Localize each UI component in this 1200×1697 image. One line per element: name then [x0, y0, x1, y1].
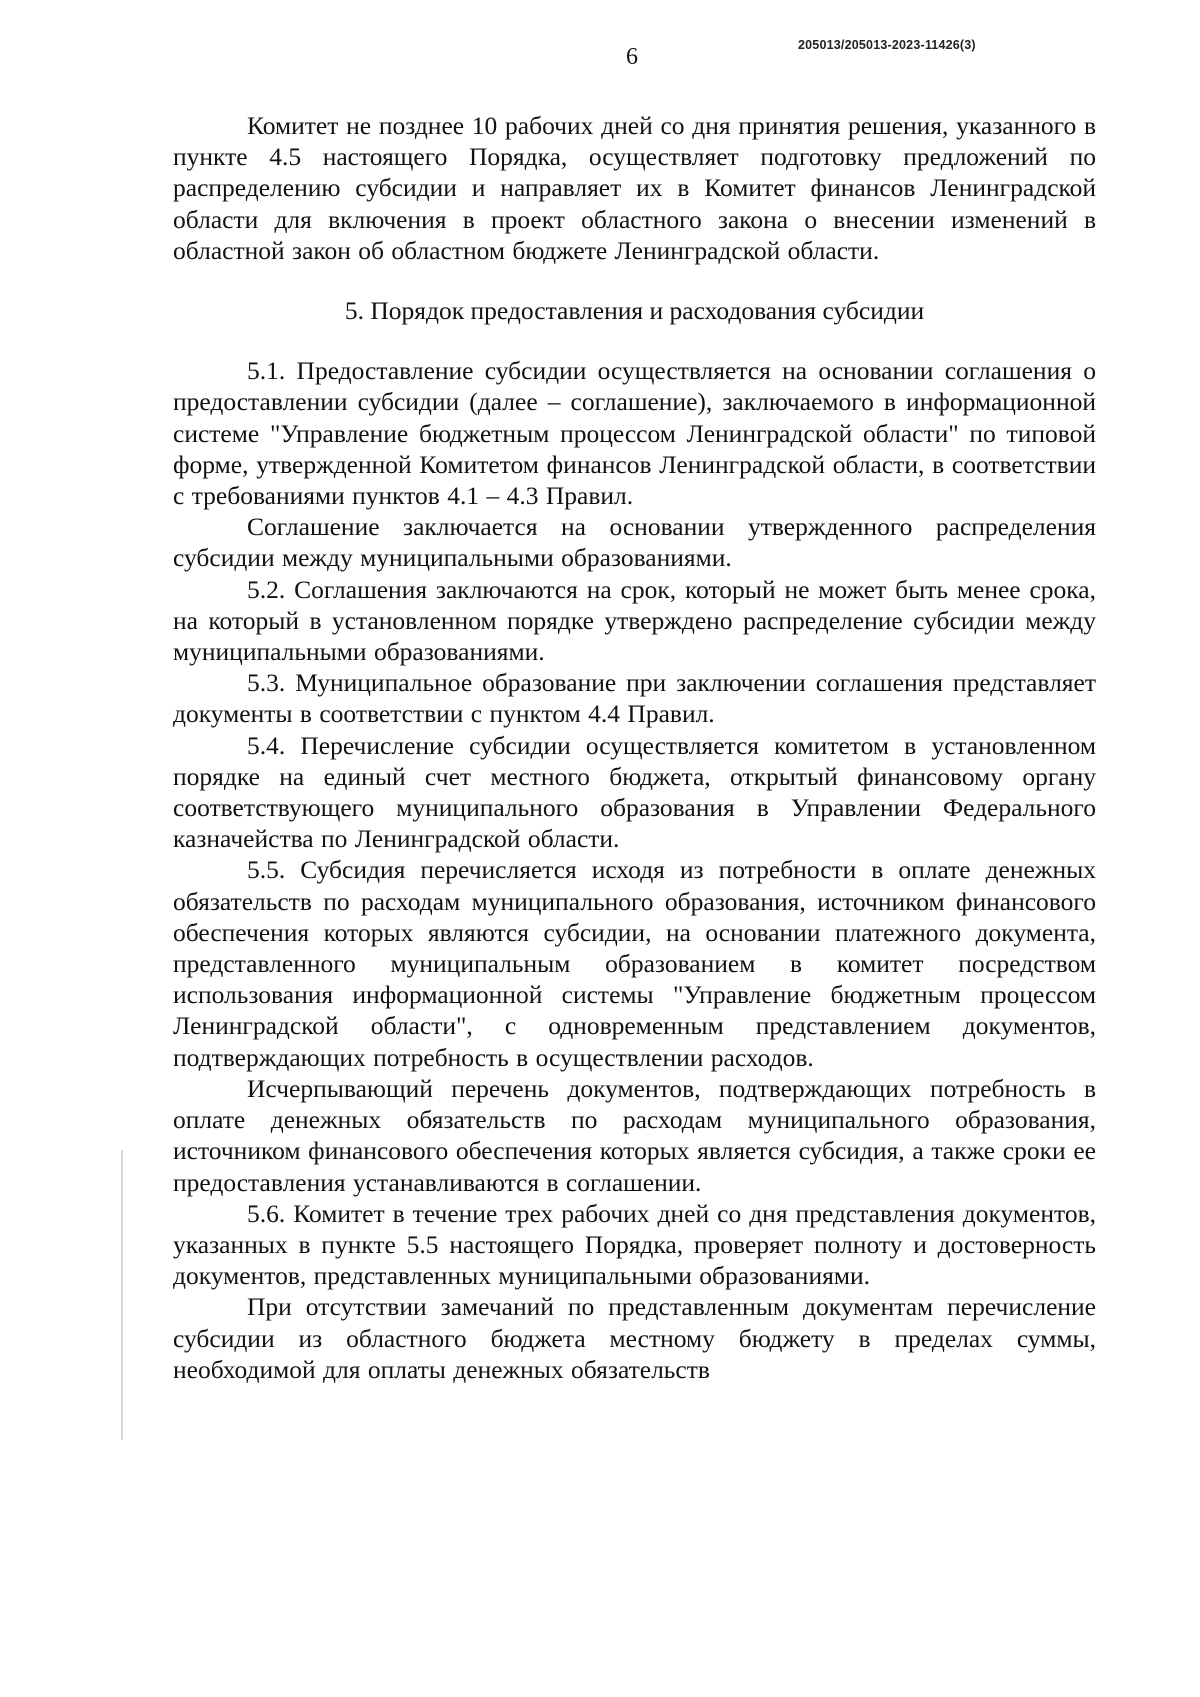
paragraph-5-6: 5.6. Комитет в течение трех рабочих дней со дня представления документов, указанных в пункте 5.5 настоящего Порядка, проверяет полноту и достоверность документов, представленных муниципальными образованиями.	[173, 1198, 1096, 1291]
paragraph-5-5: 5.5. Субсидия перечисляется исходя из потребности в оплате денежных обязательств по расходам муниципального образования, источником финансового обеспечения которых являются субсидии, на основании платежного документа, представленного муниципальным образованием в комитет посредством использования информационной системы "Управление бюджетным процессом Ленинградской области", с одновременным представлением документов, подтверждающих потребность в осуществлении расходов.	[173, 855, 1096, 1072]
paragraph-5-3: 5.3. Муниципальное образование при заключении соглашения представляет документы в соответствии с пунктом 4.4 Правил.	[173, 668, 1096, 729]
document-registration-number: 205013/205013-2023-11426(3)	[798, 38, 976, 52]
paragraph-5-2: 5.2. Соглашения заключаются на срок, который не может быть менее срока, на который в установленном порядке утверждено распределение субсидии между муниципальными образованиями.	[173, 574, 1096, 667]
paragraph-5-4: 5.4. Перечисление субсидии осуществляется комитетом в установленном порядке на единый счет местного бюджета, открытый финансовому органу соответствующего муниципального образования в Управлении Федерального казначейства по Ленинградской области.	[173, 730, 1096, 854]
paragraph-documents-list: Исчерпывающий перечень документов, подтверждающих потребность в оплате денежных обязательств по расходам муниципального образования, источником финансового обеспечения которых является субсидия, а также сроки ее предоставления устанавливаются в соглашении.	[173, 1073, 1096, 1197]
paragraph-agreement: Соглашение заключается на основании утвержденного распределения субсидии между муниципальными образованиями.	[173, 512, 1096, 573]
section-heading: 5. Порядок предоставления и расходования субсидии	[344, 296, 925, 326]
paragraph-5-1: 5.1. Предоставление субсидии осуществляется на основании соглашения о предоставлении субсидии (далее – соглашение), заключаемого в информационной системе "Управление бюджетным процессом Ленинградской области" по типовой форме, утвержденной Комитетом финансов Ленинградской области, в соответствии с требованиями пунктов 4.1 – 4.3 Правил.	[173, 356, 1096, 511]
intro-paragraph: Комитет не позднее 10 рабочих дней со дня принятия решения, указанного в пункте 4.5 настоящего Порядка, осуществляет подготовку предложений по распределению субсидии и направляет их в Комитет финансов Ленинградской области для включения в проект областного закона о внесении изменений в областной закон об областном бюджете Ленинградской области.	[173, 111, 1096, 265]
paragraph-no-remarks: При отсутствии замечаний по представленным документам перечисление субсидии из областного бюджета местному бюджету в пределах суммы, необходимой для оплаты денежных обязательств	[173, 1292, 1096, 1384]
scan-edge-mark	[121, 1150, 123, 1440]
page-number: 6	[626, 44, 638, 70]
document-body	[173, 110, 1096, 1385]
